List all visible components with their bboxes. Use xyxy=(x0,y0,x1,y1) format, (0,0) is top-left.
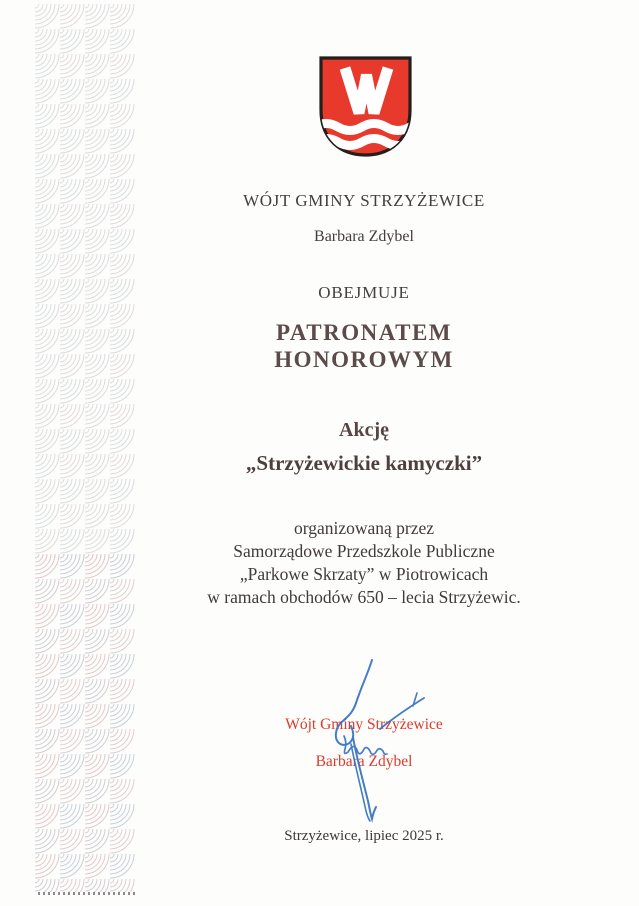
patronage-title-line2: HONOROWYM xyxy=(274,347,454,372)
patronage-title-line1: PATRONATEM xyxy=(276,320,452,345)
handwritten-signature xyxy=(320,653,445,831)
organizer-line: „Parkowe Skrzaty” w Piotrowicach xyxy=(239,564,489,584)
signature-name: Barbara Zdybel xyxy=(315,753,413,770)
organizer-paragraph xyxy=(90,517,638,609)
place-and-date: Strzyżewice, lipiec 2025 r. xyxy=(284,828,444,844)
organizer-line: Samorządowe Przedszkole Publiczne xyxy=(233,541,495,561)
subject-name: „Strzyżewickie kamyczki” xyxy=(245,451,483,475)
organizer-line: w ramach obchodów 650 – lecia Strzyżewic. xyxy=(207,587,521,607)
action-verb: OBEJMUJE xyxy=(318,283,410,302)
organizer-line: organizowaną przez xyxy=(293,518,435,538)
signature-title: Wójt Gminy Strzyżewice xyxy=(285,716,443,733)
issuer-title: WÓJT GMINY STRZYŻEWICE xyxy=(243,191,485,210)
subject-intro: Akcję xyxy=(339,419,389,441)
issuer-name: Barbara Zdybel xyxy=(314,228,414,245)
patronage-title xyxy=(90,319,638,373)
